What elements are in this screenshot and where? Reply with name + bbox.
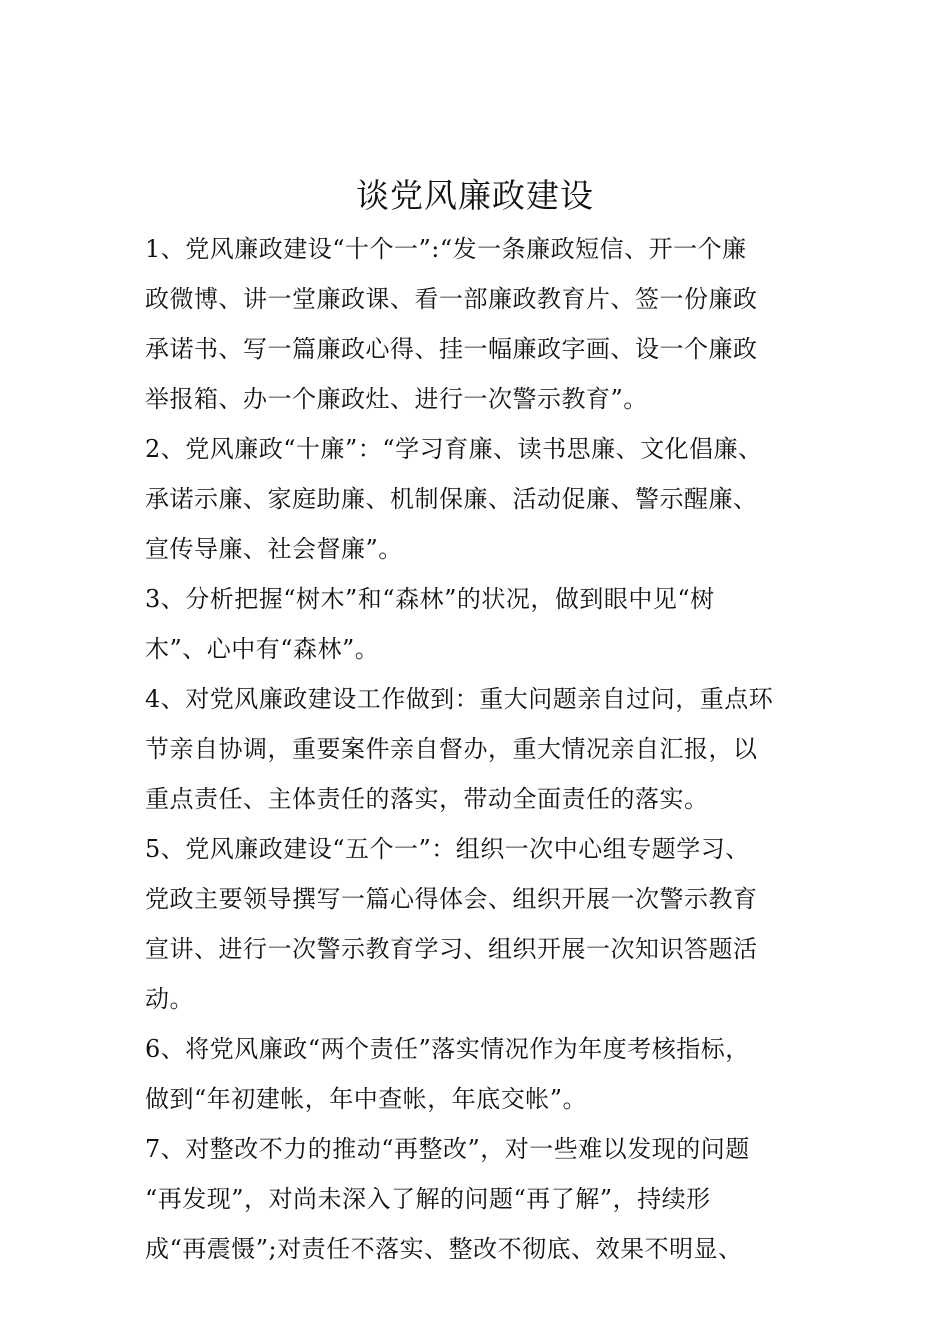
body-line: 承诺示廉、家庭助廉、机制保廉、活动促廉、警示醒廉、 [145,485,758,513]
body-line: 承诺书、写一篇廉政心得、挂一幅廉政字画、设一个廉政 [145,335,758,363]
body-line: 6、将党风廉政“两个责任”落实情况作为年度考核指标， [145,1035,750,1063]
body-line: 党政主要领导撰写一篇心得体会、组织开展一次警示教育 [145,885,758,913]
body-line: 7、对整改不力的推动“再整改”，对一些难以发现的问题 [145,1135,750,1163]
body-line: 做到“年初建帐，年中查帐，年底交帐”。 [145,1085,588,1113]
body-line: 2、党风廉政“十廉”：“学习育廉、读书思廉、文化倡廉、 [145,435,763,463]
document-title: 谈党风廉政建设 [356,176,594,215]
body-line: 3、分析把握“树木”和“森林”的状况，做到眼中见“树 [145,585,715,613]
body-line: 5、党风廉政建设“五个一”：组织一次中心组专题学习、 [145,835,750,863]
body-line: 成“再震慑”;对责任不落实、整改不彻底、效果不明显、 [145,1235,743,1263]
body-line: 节亲自协调，重要案件亲自督办，重大情况亲自汇报，以 [145,735,758,763]
body-line: 政微博、讲一堂廉政课、看一部廉政教育片、签一份廉政 [145,285,758,313]
body-line: 宣讲、进行一次警示教育学习、组织开展一次知识答题活 [145,935,758,963]
body-line: “再发现”，对尚未深入了解的问题“再了解”，持续形 [145,1185,711,1213]
document-body [145,224,835,1274]
body-line: 1、党风廉政建设“十个一”:“发一条廉政短信、开一个廉 [145,235,747,263]
body-line: 宣传导廉、社会督廉”。 [145,535,403,563]
body-line: 动。 [145,985,194,1013]
body-line: 重点责任、主体责任的落实，带动全面责任的落实。 [145,785,709,813]
body-line: 木”、心中有“森林”。 [145,635,380,663]
body-line: 4、对党风廉政建设工作做到：重大问题亲自过问，重点环 [145,685,774,713]
body-line: 举报箱、办一个廉政灶、进行一次警示教育”。 [145,385,648,413]
